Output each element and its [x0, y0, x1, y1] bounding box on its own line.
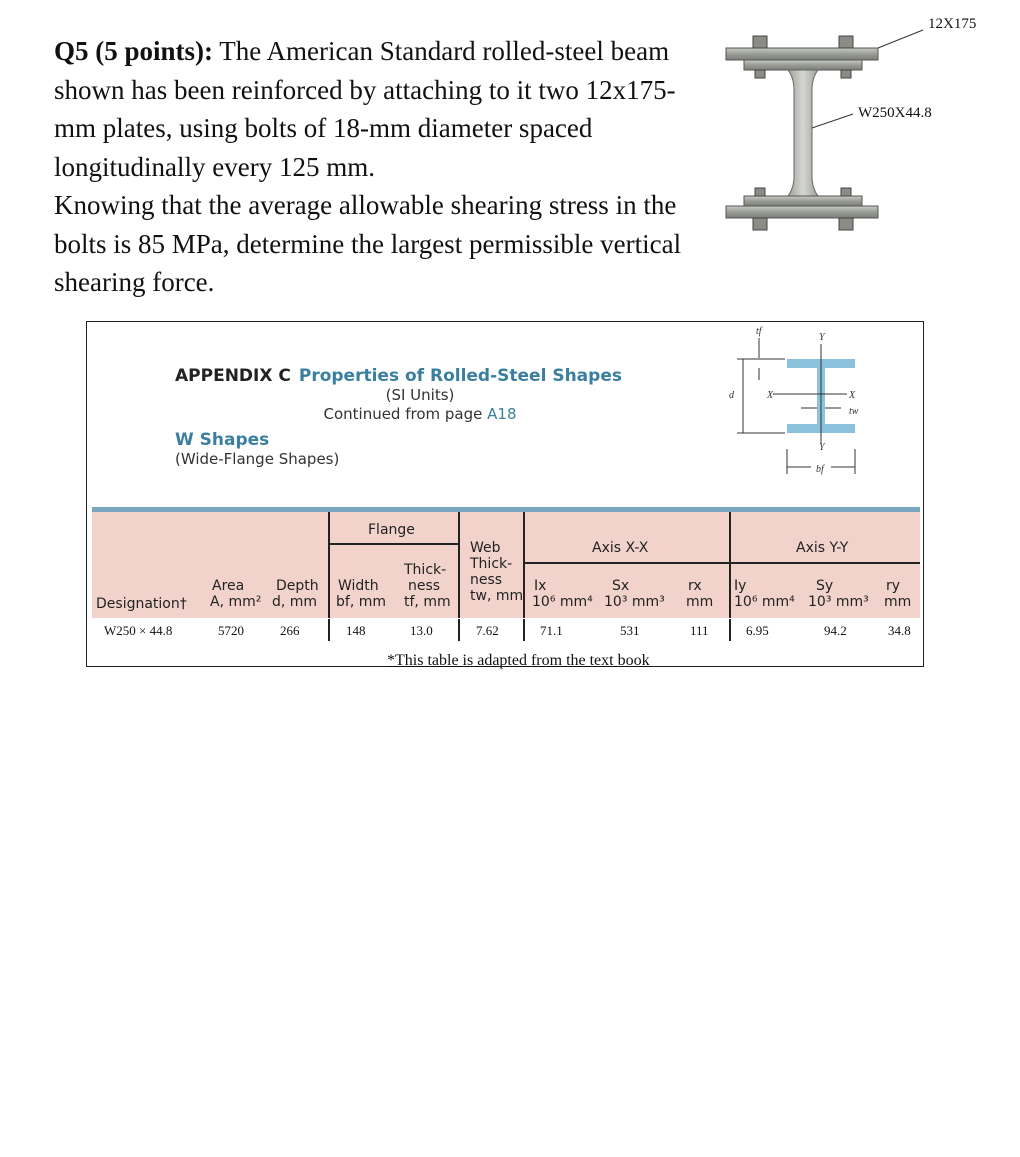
depth-header-2: d, mm: [272, 594, 318, 610]
width-header-1: Width: [338, 578, 379, 594]
beam-label: W250X44.8: [858, 105, 932, 121]
thick-header-1: Thick-: [404, 562, 447, 578]
area-header-1: Area: [212, 578, 245, 594]
cell-depth: 266: [280, 623, 300, 638]
cell-ry: 34.8: [888, 623, 911, 638]
cell-width: 148: [346, 623, 366, 638]
web-header-4: tw, mm: [470, 588, 524, 604]
section-heading: [175, 430, 339, 468]
tw-label: tw: [849, 406, 859, 417]
area-header-2: A, mm²: [210, 594, 262, 610]
ix-header-2: 10⁶ mm⁴: [532, 594, 593, 610]
rx-header-2: mm: [686, 594, 714, 610]
table-header: [92, 512, 920, 618]
table-footnote: *This table is adapted from the text book: [387, 652, 650, 669]
flange-header: Flange: [368, 522, 415, 538]
cell-web: 7.62: [476, 623, 499, 638]
appendix-title: Properties of Rolled-Steel Shapes: [298, 366, 622, 386]
continued-page: A18: [487, 405, 517, 423]
continued-label: Continued from page A18: [323, 405, 517, 423]
rx-header-1: rx: [688, 578, 702, 594]
cell-thickness: 13.0: [410, 623, 433, 638]
ry-header-1: ry: [886, 578, 901, 594]
ix-header-1: Ix: [534, 578, 547, 594]
iy-header-2: 10⁶ mm⁴: [734, 594, 795, 610]
axis-yy-header: Axis Y-Y: [796, 540, 849, 556]
web-header-2: Thick-: [470, 556, 513, 572]
cell-sx: 531: [620, 623, 640, 638]
cell-rx: 111: [690, 623, 709, 638]
x-left-label: X: [767, 390, 774, 401]
depth-header-1: Depth: [276, 578, 319, 594]
sy-header-2: 10³ mm³: [808, 594, 869, 610]
width-header-2: bf, mm: [336, 594, 386, 610]
thick-header-3: tf, mm: [404, 594, 451, 610]
cell-sy: 94.2: [824, 623, 847, 638]
question-body-2: Knowing that the average allowable shearing stress in the bolts is 85 MPa, determine the largest permissible vertical shearing force.: [54, 190, 682, 297]
tf-label: tf: [756, 326, 762, 337]
question-text: [54, 32, 704, 302]
thick-header-2: ness: [408, 578, 441, 594]
question-body: The American Standard rolled-steel beam shown has been reinforced by attaching to it two 12x175-mm plates, using bolts of 18-mm diameter spaced longitudinally every 125 mm.: [54, 36, 676, 182]
cell-designation: W250 × 44.8: [104, 623, 173, 638]
y-bottom-label: Y: [819, 442, 825, 453]
ry-header-2: mm: [884, 594, 912, 610]
d-label: d: [729, 390, 734, 401]
section-title: W Shapes: [175, 430, 270, 450]
beam-figure: [718, 8, 1014, 240]
appendix-header: [175, 366, 735, 424]
web-header-3: ness: [470, 572, 503, 588]
bf-label: bf: [816, 464, 824, 475]
iy-header-1: Iy: [734, 578, 747, 594]
appendix-table: [86, 321, 924, 667]
x-right-label: X: [849, 390, 856, 401]
w-section-diagram: [723, 324, 903, 479]
units-label: (SI Units): [385, 386, 455, 404]
question-label: Q5 (5 points):: [54, 36, 214, 66]
plate-label: 12X175: [928, 16, 977, 32]
cell-ix: 71.1: [540, 623, 563, 638]
y-top-label: Y: [819, 332, 825, 343]
web-header-1: Web: [470, 540, 501, 556]
axis-xx-header: Axis X-X: [592, 540, 649, 556]
designation-header: Designation†: [96, 596, 187, 612]
sx-header-2: 10³ mm³: [604, 594, 665, 610]
cell-iy: 6.95: [746, 623, 769, 638]
sy-header-1: Sy: [816, 578, 834, 594]
cell-area: 5720: [218, 623, 244, 638]
appendix-label: APPENDIX C: [175, 366, 291, 386]
section-subtitle: (Wide-Flange Shapes): [175, 450, 340, 468]
table-row: [92, 619, 920, 643]
sx-header-1: Sx: [612, 578, 630, 594]
